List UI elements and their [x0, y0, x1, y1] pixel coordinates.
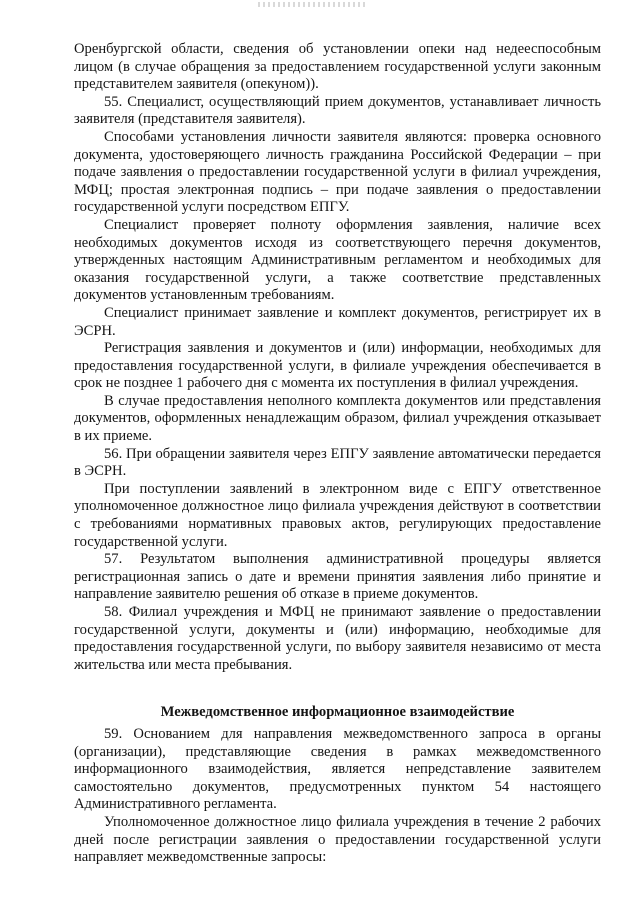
paragraph-registration-deadline: Регистрация заявления и документов и (или) информации, необходимых для предоставления государственной услуги, в филиале учреждения обеспечивается в срок не позднее 1 рабочего дня с момента их поступления в филиал учреждения.: [74, 340, 601, 392]
paragraph-continuation: Оренбургской области, сведения об установлении опеки над недееспособным лицом (в случае обращения за предоставлением государственной услуги законным представителем заявителя (опекуном)).: [74, 41, 601, 93]
text-block-before: [74, 41, 601, 674]
paragraph-58: 58. Филиал учреждения и МФЦ не принимают заявление о предоставлении государственной услуги, документы и (или) информацию, необходимые для предоставления государственной услуги, по выбору заявителя независимо от места жительства или места пребывания.: [74, 604, 601, 673]
paragraph-56: 56. При обращении заявителя через ЕПГУ заявление автоматически передается в ЭСРН.: [74, 445, 601, 480]
section-heading: Межведомственное информационное взаимодействие: [160, 704, 515, 721]
text-block-after: [74, 726, 601, 867]
paragraph-electronic-applications: При поступлении заявлений в электронном виде с ЕПГУ ответственное уполномоченное должностное лицо филиала учреждения действуют в соответствии с требованиями нормативных правовых актов, регулирующих предоставление государственной услуги.: [74, 480, 601, 550]
paragraph-refusal: В случае предоставления неполного комплекта документов или представления документов, оформленных ненадлежащим образом, филиал учреждения отказывает в их приеме.: [74, 392, 601, 445]
paragraph-identity-methods: Способами установления личности заявителя являются: проверка основного документа, удостоверяющего личность гражданина Российской Федерации – при подаче заявления о предоставлении государственной услуги в филиал учреждения, МФЦ; простая электронная подпись – при подаче заявления о предоставлении государственной услуги посредством ЕПГУ.: [74, 128, 601, 216]
paragraph-59: 59. Основанием для направления межведомственного запроса в органы (организации), представляющие сведения в рамках межведомственного информационного взаимодействия, является непредставление заявителем самостоятельно документов, предусмотренных пунктом 54 настоящего Административного регламента.: [74, 725, 601, 813]
paragraph-57: 57. Результатом выполнения административной процедуры является регистрационная запись о дате и времени принятия заявления либо принятие и направление заявителю решения об отказе в приеме документов.: [74, 551, 601, 603]
paragraph-completeness-check: Специалист проверяет полноту оформления заявления, наличие всех необходимых документов исходя из соответствующего перечня документов, утвержденных настоящим Административным регламентом и необходимых для оказания государственной услуги, а также соответствие представленных документов установленным требованиям.: [74, 216, 601, 304]
paragraph-55: 55. Специалист, осуществляющий прием документов, устанавливает личность заявителя (представителя заявителя).: [74, 93, 601, 128]
paragraph-registration-esrn: Специалист принимает заявление и комплект документов, регистрирует их в ЭСРН.: [74, 304, 601, 339]
paragraph-interdepartmental-requests: Уполномоченное должностное лицо филиала учреждения в течение 2 рабочих дней после регистрации заявления о предоставлении государственной услуги направляет межведомственные запросы:: [74, 813, 601, 866]
scan-artifact: [258, 2, 368, 7]
